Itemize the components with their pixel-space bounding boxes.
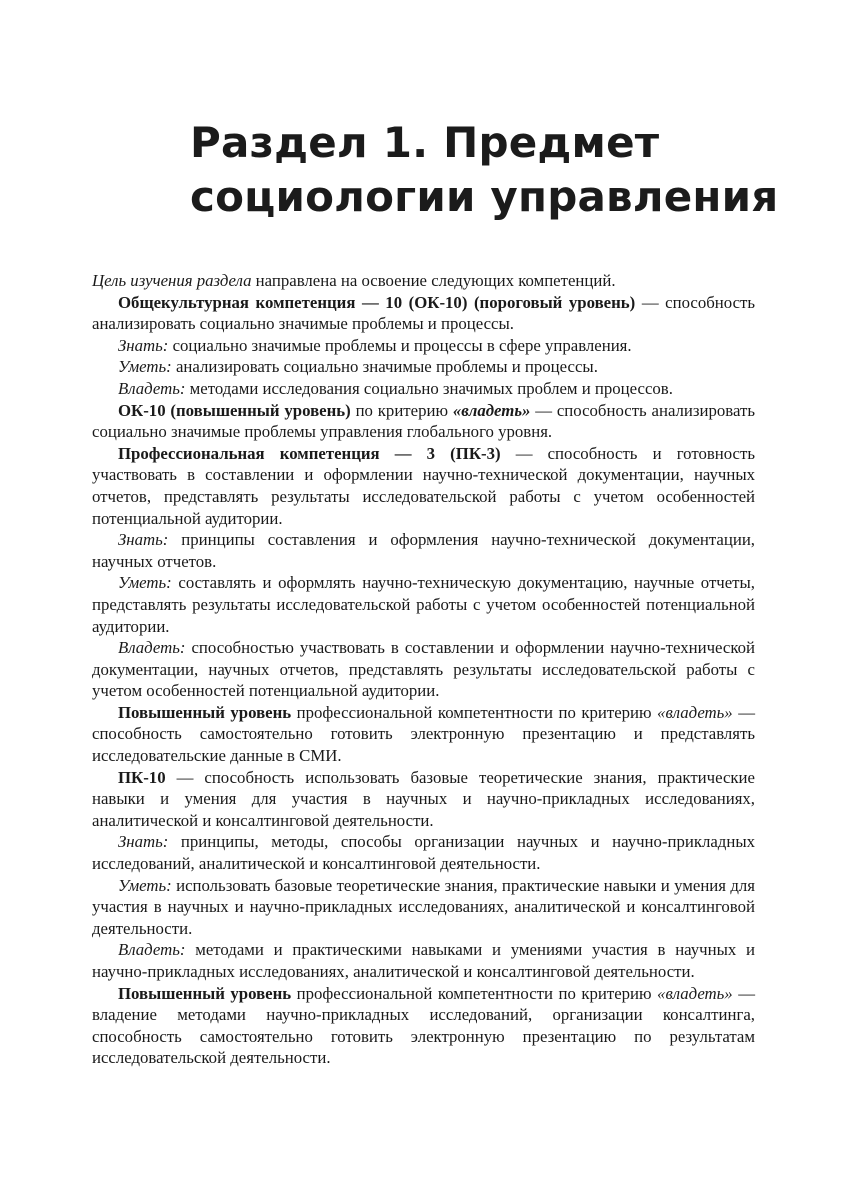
paragraph: [92, 443, 755, 529]
paragraph: [92, 767, 755, 832]
paragraph: [92, 356, 755, 378]
bold-text: Повышенный уровень: [118, 983, 292, 1003]
italic-text: Знать:: [118, 832, 169, 852]
italic-text: Уметь:: [118, 573, 172, 593]
paragraph: [92, 983, 755, 1069]
bold-text: «владеть»: [452, 400, 531, 420]
paragraph: [92, 831, 755, 874]
paragraph: [92, 292, 755, 335]
text-run: — владение методами научно-прикладных исследований, организации консалтинга, способность самостоятельно готовить электронную презентацию по результатам исследовательской деятельности.: [92, 983, 755, 1068]
text-run: способностью участвовать в составлении и оформлении научно-технической документации, научных отчетов, представлять результаты исследовательской работы с учетом особенностей потенциальной аудитории.: [92, 638, 755, 701]
text-run: профессиональной компетентности по критерию: [291, 983, 658, 1003]
text-run: методами и практическими навыками и умениями участия в научных и научно-прикладных исследованиях, аналитической и консалтинговой деятельности.: [92, 940, 755, 981]
italic-text: Владеть:: [118, 940, 186, 960]
text-run: — способность и готовность участвовать в составлении и оформлении научно-технической документации, научных отчетов, представлять результаты исследовательской работы с учетом особенностей потенциальной аудитории.: [92, 443, 755, 528]
text-run: — способность самостоятельно готовить электронную презентацию и представлять исследовательские данные в СМИ.: [92, 702, 755, 766]
italic-text: «владеть»: [657, 983, 733, 1003]
body-text: [92, 270, 755, 1069]
italic-text: Уметь:: [118, 357, 172, 377]
italic-text: Цель изучения раздела: [92, 271, 252, 290]
bold-text: Профессиональная компетенция — 3 (ПК-3): [118, 443, 501, 463]
text-run: по критерию: [350, 400, 453, 420]
paragraph: [92, 335, 755, 357]
italic-text: Знать:: [118, 335, 169, 355]
section-title-line-1: Раздел 1. Предмет: [190, 118, 660, 167]
text-run: — способность использовать базовые теоретические знания, практические навыки и умения для участия в научных и научно-прикладных исследованиях, аналитической и консалтинговой деятельности.: [92, 767, 755, 830]
text-run: направлена на освоение следующих компетенций.: [251, 271, 616, 290]
bold-text: Общекультурная компетенция — 10 (ОК-10) (пороговый уровень): [118, 292, 636, 312]
text-run: методами исследования социально значимых проблем и процессов.: [185, 378, 673, 398]
paragraph: [92, 529, 755, 572]
italic-text: Владеть:: [118, 378, 186, 398]
section-title-line-2: социологии управления: [190, 172, 779, 221]
section-title: [190, 116, 810, 224]
text-run: профессиональной компетентности по критерию: [291, 702, 658, 722]
bold-text: Повышенный уровень: [118, 702, 292, 722]
paragraph: [92, 875, 755, 940]
paragraph: [92, 572, 755, 637]
paragraph: [92, 270, 755, 292]
paragraph: [92, 400, 755, 443]
paragraph: [92, 637, 755, 702]
paragraph: [92, 702, 755, 767]
bold-text: ПК-10: [118, 767, 166, 787]
text-run: социально значимые проблемы и процессы в сфере управления.: [168, 335, 632, 355]
italic-text: Уметь:: [118, 875, 172, 895]
text-run: принципы составления и оформления научно-технической документации, научных отчетов.: [92, 530, 755, 571]
italic-text: Владеть:: [118, 638, 186, 658]
text-run: — способность анализировать социально значимые проблемы управления глобального уровня.: [92, 400, 755, 442]
italic-text: Знать:: [118, 530, 169, 550]
text-run: составлять и оформлять научно-техническую документацию, научные отчеты, представлять результаты исследовательской работы с учетом особенностей потенциальной аудитории.: [92, 573, 755, 636]
text-run: анализировать социально значимые проблемы и процессы.: [171, 357, 598, 377]
text-run: использовать базовые теоретические знания, практические навыки и умения для участия в научных и научно-прикладных исследованиях, аналитической и консалтинговой деятельности.: [92, 875, 755, 938]
text-run: — способность анализировать социально значимые проблемы и процессы.: [92, 292, 756, 334]
paragraph: [92, 939, 755, 982]
text-run: принципы, методы, способы организации научных и научно-прикладных исследований, аналитической и консалтинговой деятельности.: [92, 832, 755, 874]
italic-text: «владеть»: [657, 702, 733, 722]
paragraph: [92, 378, 755, 400]
bold-text: ОК-10 (повышенный уровень): [118, 400, 351, 420]
